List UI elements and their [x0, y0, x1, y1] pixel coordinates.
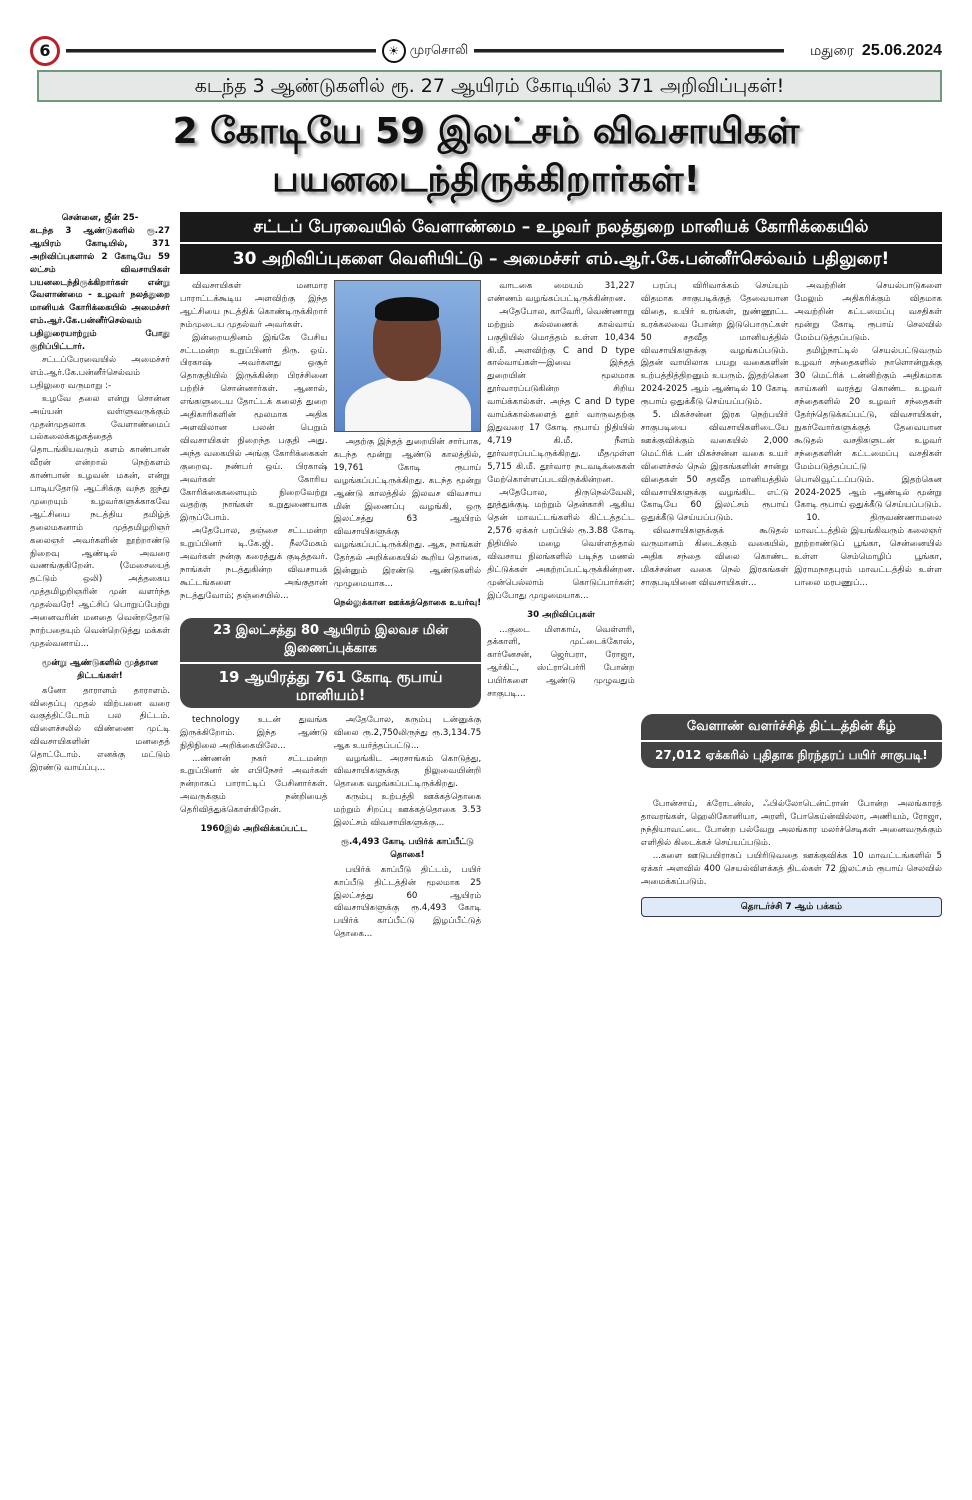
rising-sun-logo-icon: ☀: [382, 39, 406, 63]
paragraph: பயிர்க் காப்பீடு திட்டம், பயிர் காப்பீடு திட்டத்தின் மூலமாக 25 இலட்சத்து 60 ஆயிரம் விவசாயிகளுக்கு ரூ.4,493 கோடி பயிர்க் காப்பீட்டு இழப்பீட்டுத் தொகை...: [333, 864, 482, 940]
paragraph: 10. திருவண்ணாமலை மாவட்டத்தில் இயங்கிவரும் கலைஞர் நூற்றாண்டுப் பூங்கா, சென்னையில் உள்ள செம்மொழிப் பூங்கா, இராமநாதபுரம் மாவட்டத்தில் உள்ள பாலை மரபணுப்...: [794, 513, 942, 588]
banner-line-2: 30 அறிவிப்புகளை வெளியிட்டு – அமைச்சர் எம்.ஆர்.கே.பன்னீர்செல்வம் பதிலுரை!: [180, 242, 942, 274]
column-3: [334, 280, 482, 612]
paragraph: சட்டப்பேரவையில் அமைச்சர் எம்.ஆர்.கே.பன்னீர்செல்வம் பதிலுரை வருமாறு :-: [30, 354, 170, 391]
continued-on-page-7[interactable]: தொடர்ச்சி 7 ஆம் பக்கம்: [641, 897, 942, 917]
subheadline-banner: [180, 212, 942, 274]
paragraph: அதேபோல, காவேரி, வெண்ணாறு மற்றும் கல்லணைக் கால்வாய் பகுதியில் மொத்தம் உள்ள 10,434 கி.மீ. அளவிற்கு C and D type கால்வாய்கள்—இவை இந்தத் துறையின் மூலமாக தூர்வாரப்படுகின்ற சிறிய வாய்க்கால்கள். அந்த C and D type வாய்க்கால்களைத் தூர் வாருவதற்கு இதுவரை 17 கோடி ரூபாய் நிதியில் 4,719 கி.மீ. நீளம் தூர்வாரப்பட்டிருக்கிறது. மீதமுள்ள 5,715 கி.மீ. தூர்வார நடவடிக்கைகள் மேற்கொள்ளப்படவிருக்கின்றன.: [487, 306, 635, 485]
paragraph: அதேபோல, திருநெல்வேலி, தூத்துக்குடி மற்றும் தென்காசி ஆகிய தென் மாவட்டங்களில் கிட்டத்தட்ட 2,576 ஏக்கர் பரப்பில் ரூ.3.88 கோடி நிதியில் மழை வெள்ளத்தால் விவசாய நிலங்களில் படிந்த மணல் திட்டுக்கள் அகற்றப்பட்டிருக்கின்றன. முன்பெல்லாம் கொடுப்பார்கள்; இப்போது முழுமையாக...: [487, 487, 635, 601]
main-headline: 2 கோடியே 59 இலட்சம் விவசாயிகள் பயனடைந்திருக்கிறார்கள்!: [172, 111, 800, 200]
masthead-rule: [474, 49, 784, 53]
right-area: [180, 212, 942, 941]
section-subheading: 1960இல் அறிவிக்கப்பட்ட: [200, 824, 308, 835]
box-line-2: 19 ஆயிரத்து 761 கோடி ரூபாய் மானியம்!: [218, 667, 443, 704]
paragraph: விவசாயிகளுக்குக் கூடுதல் வருமானம் கிடைக்கும் வகையில், அதிக சந்தை விலை கொண்ட மிகச்சன்ன வகை நெல் இரகங்கள் சாகுபடியினை விவசாயிகள்...: [640, 526, 789, 588]
paragraph: ...குடை மிளகாய், வெள்ளரி, தக்காளி, முட்டைக்கோஸ், கார்னேசன், ஜெர்பரா, ரோஜா, ஆர்கிட், ஸ்ட்ராபெர்ரி போன்ற பயிர்களை ஆண்டு முழுவதும் சாகுபடி...: [487, 624, 635, 700]
column-2-lower: [180, 714, 328, 941]
paragraph: அதற்கு இந்தத் துறையின் சார்பாக, கடந்த மூன்று ஆண்டு காலத்தில், 19,761 கோடி ரூபாய் வழங்கப்பட்டிருக்கிறது. கடந்த மூன்று ஆண்டு காலத்தில் இலவச விவசாய மின் இணைப்பு வழங்கி, ஒரு இலட்சத்து 63 ஆயிரம் விவசாயிகளுக்கு வழங்கப்பட்டிருக்கிறது. ஆக, நாங்கள் தேர்தல் அறிக்கையில் கூறிய தொகை, இன்னும் இரண்டு ஆண்டுகளில் முழுமையாக...: [333, 437, 482, 589]
date: 25.06.2024: [861, 41, 942, 59]
box-line-1: வேளாண் வளர்ச்சித் திட்டத்தின் கீழ்: [641, 714, 942, 742]
paragraph: கரும்பு உற்பத்தி ஊக்கத்தொகை மற்றும் சிறப்பு ஊக்கத்தொகை 3.53 இலட்சம் விவசாயிகளுக்கு...: [333, 792, 482, 829]
paragraph: உழவே தலை என்று சொன்ன அய்யன் வள்ளுவருக்கும் முதன்முதலாக வேளாண்மைப் பல்கலைக்கழகத்தைத் தொடங்கியவரும் களம் காண்பான் வீரன் என்றால் நெற்களம் காண்பான் உழவன் மகன், என்று பாடியதோடு ஆட்சிக்கு வந்த ஐந்து முறையும் உழவர்களுக்காகவே ஆட்சியை நடத்திய தமிழ்த் தலைமகனாம் முத்தமிழறிஞர் கலைஞர் அவர்களின் நூற்றாண்டு நிறைவு ஆண்டில் அவரை வணங்குகிறேன். (மேசையைத் தட்டும் ஒலி) அத்தகைய முத்தமிழறிஞரின் முன் வளர்ந்த முதல்வரே! ஆட்சிப் பொறுப்பேற்று அனைவரின் மனதை வென்றதோடு நாற்பதையும் வென்றெடுத்து மக்கள் முதல்வனாய்...: [30, 393, 170, 649]
paragraph: ...ண்ணன் நகர் சட்டமன்ற உறுப்பினர் ன் எபிநேசர் அவர்கள் நன்றாகப் பாராட்டிப் பேசினார்கள். அவருக்கும் நன்றியைத் தெரிவித்துக்கொள்கிறேன்.: [180, 753, 328, 816]
paragraph: பரப்பு விரிவாக்கம் செய்யும் விதமாக சாகுபடிக்குத் தேவையான விதை, உயிர் உரங்கள், நுண்ணூட்ட உரக்கலவை போன்ற இடுபொருட்கள் 50 சதவீத மானியத்தில் விவசாயிகளுக்கு வழங்கப்படும். இதன் வாயிலாக பயறு வகைகளின் உற்பத்தித்திறனும் உயரும். இதற்கென 2024-2025 ஆம் ஆண்டில் 10 கோடி ரூபாய் ஒதுக்கீடு செய்யப்படும்.: [640, 281, 789, 408]
box-line-1: 23 இலட்சத்து 80 ஆயிரம் இலவச மின் இணைப்புக்காக: [180, 618, 481, 664]
column-1: [30, 212, 170, 775]
column-2: [180, 280, 328, 612]
dateline: சென்னை, ஜீன் 25-: [61, 213, 139, 223]
kicker-headline: கடந்த 3 ஆண்டுகளில் ரூ. 27 ஆயிரம் கோடியில் 371 அறிவிப்புகள்!: [37, 70, 942, 102]
paragraph: வாடகை மையம் 31,227 எண்ணம் வழங்கப்பட்டிருக்கின்றன.: [487, 281, 635, 304]
paragraph: 5. மிகச்சன்ன இரக நெற்பயிர் சாகுபடியை விவசாயிகளிடையே ஊக்குவிக்கும் வகையில் 2,000 மெட்ரிக் டன் மிகச்சன்ன வகை உயர் விளைச்சல் நெல் இரகங்களின் சான்று விதைகள் 50 சதவீத மானியத்தில் விவசாயிகளுக்கு வழங்கிட எட்டு கோடியே 60 இலட்சம் ரூபாய் ஒதுக்கீடு செய்யப்படும்.: [640, 410, 789, 524]
section-subheading: நெல்லுக்கான ஊக்கத்தொகை உயர்வு!: [333, 597, 482, 608]
column-3-lower: [334, 714, 482, 941]
article-lead: கடந்த 3 ஆண்டுகளில் ரூ.27 ஆயிரம் கோடியில், 371 அறிவிப்புகளால் 2 கோடியே 59 லட்சம் விவசாயிகள் பயனடைந்திருக்கிறார்கள் என்று வேளாண்மை - உழவர் நலத்துறை மானியக் கோரிக்கையில் அமைச்சர் எம்.ஆர்.கே.பன்னீர்செல்வம் பதிலுரையாற்றும் போது குறிப்பிட்டார்.: [30, 225, 170, 353]
article-body: [30, 212, 942, 941]
paragraph: அவற்றின் செயல்பாடுகளை மேலும் அதிகரிக்கும் விதமாக அவற்றின் கட்டமைப்பு வசதிகள் மூன்று கோடி ரூபாய் செலவில் மேம்படுத்தப்படும்.: [794, 281, 942, 343]
paragraph: போன்சாய், க்ரோடன்ஸ், ஃபில்லோடென்ட்ரான் போன்ற அலங்காரத் தாவரங்கள், ஹெலிகோனியா, அரளி, போகெய்ன்வில்லா, அணியம், ரோஜா, நந்தியாவட்டை போன்ற பல்வேறு அலங்கார மலர்ச்செடிகள் அனைவருக்கும் எளிதில் கிடைக்கச் செய்யப்படும்.: [640, 799, 942, 849]
edition-date: [810, 42, 942, 61]
page-number: 6: [30, 36, 60, 66]
paragraph: கனோ தாராளம் தாராளம். விதைப்பு முதல் விற்பனை வரை வகுத்திட்டோம் பல திட்டம். விளைச்சலில் விண்ணை முட்டி விவசாயிகளின் மனதைத் தொட்டோம். எனக்கு மட்டும் இரண்டு வாய்ப்பு...: [30, 685, 170, 774]
column-6-lower: [641, 798, 942, 941]
masthead-rule: [66, 49, 376, 53]
paragraph: விவசாயிகள் மனமார பாராட்டக்கூடிய அளவிற்கு இந்த ஆட்சியை நடத்திக் கொண்டிருக்கிறார் நம்முடைய முதல்வர் அவர்கள்.: [180, 281, 328, 330]
banner-line-1: சட்டப் பேரவையில் வேளாண்மை – உழவர் நலத்துறை மானியக் கோரிக்கையில்: [253, 217, 869, 237]
edition: மதுரை: [810, 42, 854, 59]
column-5: [641, 280, 789, 708]
paragraph: தமிழ்நாட்டில் செயல்பட்டுவரும் உழவர் சந்தைகளில் நாளொன்றுக்கு 30 மெட்ரிக் டன்னிற்கும் அதிகமாக காய்கனி வரத்து கொண்ட உழவர் சந்தைகளில் 20 உழவர் சந்தைகள் தேர்ந்தெடுக்கப்பட்டு, விவசாயிகள், நுகர்வோர்களுக்குத் தேவையான கூடுதல் வசதிகளுடன் உழவர் சந்தைகளின் கட்டமைப்பு வசதிகள் மேம்படுத்தப்பட்டு பொலிவூட்டப்படும். இதற்கென 2024-2025 ஆம் ஆண்டில் மூன்று கோடி ரூபாய் ஒதுக்கீடு செய்யப்படும்.: [794, 345, 942, 511]
highlight-box-electricity: [180, 618, 481, 708]
column-grid: [180, 280, 942, 941]
section-subheading: மூன்று ஆண்டுகளில் முத்தான திட்டங்கள்!: [41, 657, 159, 681]
paragraph: இன்றையதினம் இங்கே பேசிய சட்டமன்ற உறுப்பினர் திரு. ஒய். பிரகாஷ் அவர்களது ஒசூர் தொகுதியில் இருக்கின்ற பிரச்சினை பற்றிச் சொன்னார்கள். ஆனால், எங்களுடைய தோட்டக் கலைத் துறை அதிகாரிகளின் மூலமாக அதிக அளவிலான பலன் பெறும் விவசாயிகள் நிறைந்த பகுதி அது. அந்த வகையில் அங்கு கோரிக்கைகள் குறைவு. நண்பர் ஒய். பிரகாஷ் அவர்கள் கோரிய கோரிக்கைகளையும் நிறைவேற்று வதற்கு நாங்கள் உறுதுணையாக இருப்போம்.: [180, 332, 328, 524]
column-6: [794, 280, 942, 708]
section-subheading: ரூ.4,493 கோடி பயிர்க் காப்பீட்டு தொகை!: [340, 836, 474, 860]
minister-photo: [334, 280, 482, 432]
paragraph: அதேபோல, கரும்பு டன்னுக்கு விலை ரூ.2,750லிருந்து ரூ.3,134.75 ஆக உயர்த்தப்பட்டு...: [333, 714, 482, 751]
paragraph: technology உடன் துவங்க இருக்கிறோம். இந்த ஆண்டு நிதிநிலை அறிக்கையிலே...: [180, 714, 328, 751]
box-line-2: 27,012 ஏக்கரில் புதிதாக நிரந்தரப் பயிர் சாகுபடி!: [655, 747, 928, 762]
masthead: [30, 36, 942, 66]
paragraph: அதேபோல, தஞ்சை சட்டமன்ற உறுப்பினர் டி.கே.ஜி. நீலமேகம் அவர்கள் நன்கு கரைத்துக் குடித்தவர். நாங்கள் நடத்துகின்ற விவசாயக் கூட்டங்களை அங்குதான் நடத்துவோம்; தஞ்சையில்...: [180, 526, 328, 601]
highlight-box-horticulture: [641, 714, 942, 768]
column-4: [487, 280, 635, 941]
paragraph: வழங்கிட அரசாங்கம் கொடுத்து, விவசாயிகளுக்கு நிலுவையின்றி தொகை வழங்கப்பட்டிருக்கிறது.: [333, 753, 482, 790]
paper-name: முரசொலி: [409, 43, 469, 58]
paragraph: ...களை ஊடுபயிராகப் பயிரிடுவதை ஊக்குவிக்க 10 மாவட்டங்களில் 5 ஏக்கர் அளவில் 400 செயல்விளக்கத் திடல்கள் 72 இலட்சம் ரூபாய் செலவில் அமைக்கப்படும்.: [640, 850, 942, 887]
masthead-logo: [382, 39, 469, 63]
section-subheading: 30 அறிவிப்புகள்: [527, 609, 595, 620]
